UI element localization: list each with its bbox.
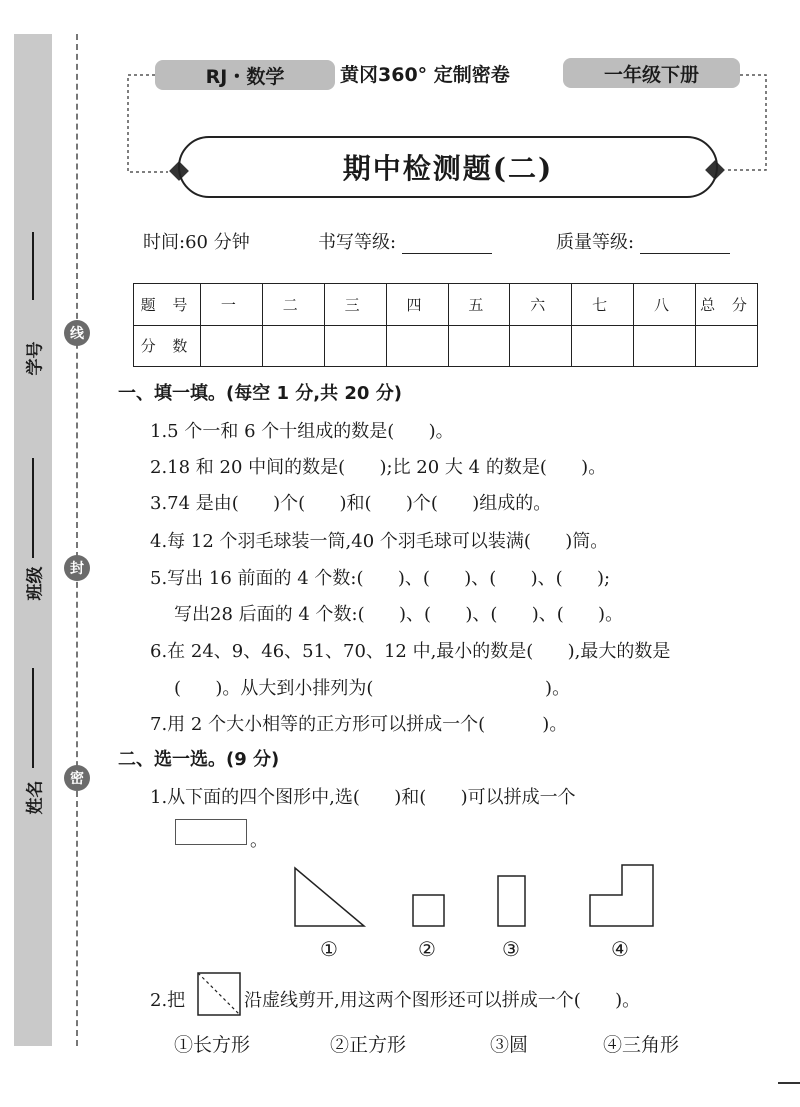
quality-grade-blank[interactable]	[640, 235, 730, 254]
writing-grade	[318, 228, 492, 254]
question-1-4: 4.每 12 个羽毛球装一筒,40 个羽毛球可以装满( )筒。	[150, 531, 609, 552]
seal-line: 线	[64, 320, 90, 346]
seal-seal: 封	[64, 555, 90, 581]
table-cell: 八	[634, 284, 696, 326]
score-input-cell[interactable]	[572, 325, 634, 367]
option-circle[interactable]: ③圆	[490, 1034, 529, 1056]
option-square[interactable]: ②正方形	[330, 1034, 407, 1056]
question-1-5: 5.写出 16 前面的 4 个数:( )、( )、( )、( );	[150, 568, 611, 589]
question-2-2: 沿虚线剪开,用这两个图形还可以拼成一个( )。	[244, 990, 641, 1011]
question-2-1-tail: 。	[250, 830, 268, 851]
question-1-5-cont: 写出28 后面的 4 个数:( )、( )、( )、( )。	[174, 604, 624, 625]
table-cell: 二	[262, 284, 324, 326]
score-input-cell[interactable]	[201, 325, 263, 367]
score-input-cell[interactable]	[696, 325, 758, 367]
table-cell: 总 分	[696, 284, 758, 326]
score-table-score-row	[134, 325, 758, 367]
time-info: 时间:60 分钟	[143, 232, 250, 253]
exam-title: 期中检测题(二)	[178, 136, 718, 198]
question-1-6: 6.在 24、9、46、51、70、12 中,最小的数是( ),最大的数是	[150, 641, 671, 662]
table-cell: 六	[510, 284, 572, 326]
shapes-figure	[280, 860, 680, 935]
triangle-shape	[295, 868, 364, 926]
option-rectangle[interactable]: ①长方形	[174, 1034, 251, 1056]
class-line	[32, 458, 34, 558]
table-cell: 分 数	[134, 325, 201, 367]
shape-label-1: ①	[320, 937, 338, 961]
question-1-7: 7.用 2 个大小相等的正方形可以拼成一个( )。	[150, 714, 568, 735]
question-1-2: 2.18 和 20 中间的数是( );比 20 大 4 的数是( )。	[150, 457, 607, 478]
target-rectangle-shape	[175, 819, 247, 845]
question-2-2-pre: 2.把	[150, 990, 186, 1011]
question-2-1: 1.从下面的四个图形中,选( )和( )可以拼成一个	[150, 787, 576, 808]
student-id-line	[32, 232, 34, 300]
dashed-diagonal-square-icon	[197, 972, 241, 1016]
l-shape	[590, 865, 653, 926]
table-cell: 题 号	[134, 284, 201, 326]
grade-badge: 一年级下册	[563, 58, 740, 88]
score-table	[133, 283, 758, 367]
table-cell: 五	[448, 284, 510, 326]
score-input-cell[interactable]	[448, 325, 510, 367]
table-cell: 一	[201, 284, 263, 326]
square-shape	[413, 895, 444, 926]
shape-label-4: ④	[611, 937, 629, 961]
score-input-cell[interactable]	[324, 325, 386, 367]
shape-label-2: ②	[418, 937, 436, 961]
question-1-3: 3.74 是由( )个( )和( )个( )组成的。	[150, 493, 552, 514]
header-frame	[0, 0, 800, 240]
score-input-cell[interactable]	[262, 325, 324, 367]
quality-grade-label: 质量等级:	[556, 232, 635, 253]
score-input-cell[interactable]	[510, 325, 572, 367]
score-input-cell[interactable]	[634, 325, 696, 367]
seal-secret: 密	[64, 765, 90, 791]
student-id-label: 学号	[25, 341, 46, 376]
option-triangle[interactable]: ④三角形	[603, 1034, 680, 1056]
section1-heading: 一、填一填。(每空 1 分,共 20 分)	[118, 383, 402, 404]
writing-grade-label: 书写等级:	[318, 232, 397, 253]
name-line	[32, 668, 34, 768]
subject-badge: RJ・数学	[155, 60, 335, 90]
score-input-cell[interactable]	[386, 325, 448, 367]
table-cell: 七	[572, 284, 634, 326]
class-label: 班级	[25, 566, 46, 601]
table-cell: 四	[386, 284, 448, 326]
series-name: 黄冈360° 定制密卷	[340, 64, 510, 86]
score-table-header-row	[134, 284, 758, 326]
name-label: 姓名	[25, 780, 46, 815]
question-1-6-cont: ( )。从大到小排列为( )。	[174, 678, 571, 699]
tall-rectangle-shape	[498, 876, 525, 926]
question-1-1: 1.5 个一和 6 个十组成的数是( )。	[150, 421, 454, 442]
quality-grade	[556, 228, 730, 254]
section2-heading: 二、选一选。(9 分)	[118, 749, 280, 770]
shape-label-3: ③	[502, 937, 520, 961]
table-cell: 三	[324, 284, 386, 326]
page-edge-mark	[778, 1082, 800, 1084]
writing-grade-blank[interactable]	[402, 235, 492, 254]
